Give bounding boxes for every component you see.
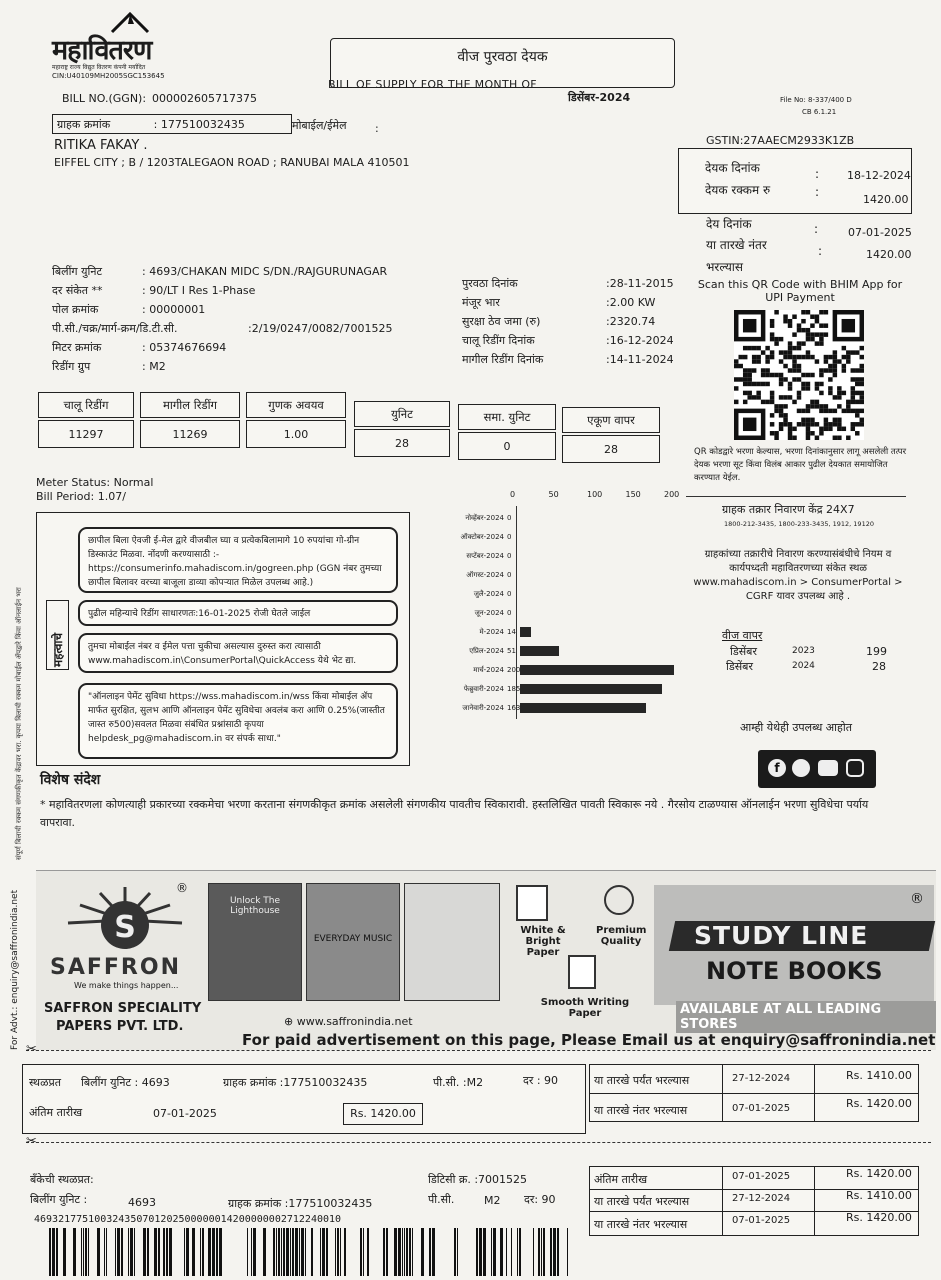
stub2-pc-value: M2 <box>484 1194 501 1207</box>
chart-category-label: एप्रिल-2024 <box>469 647 504 655</box>
reading-value: 28 <box>354 429 450 457</box>
reading-value: 1.00 <box>246 420 346 448</box>
supply-right-label: मागील रिडींग दिनांक <box>462 353 544 366</box>
qr-note: QR कोडद्वारे भरणा केल्यास, भरणा दिनांकानुसार लागू असलेली तत्पर देयक भरणा सूट किंवा विलंब आकार पुढील देयकात समायोजित करण्यात येईल. <box>694 447 907 483</box>
chart-x-tick: 200 <box>664 490 680 499</box>
bill-date-label: देयक दिनांक <box>705 161 760 175</box>
paper-icon <box>516 885 548 921</box>
studyline-text: STUDY LINE <box>694 921 869 950</box>
available-stores: AVAILABLE AT ALL LEADING STORES <box>676 1001 936 1033</box>
saffron-tagline: We make things happen... <box>74 981 179 990</box>
after-label-1: या तारखे नंतर <box>706 238 767 252</box>
reading-header: गुणक अवयव <box>246 392 346 418</box>
stub1-last-date-label: अंतिम तारीख <box>29 1106 83 1119</box>
stub1-after-label: या तारखे नंतर भरल्यास <box>594 1104 688 1117</box>
saffron-company-2: PAPERS PVT. LTD. <box>56 1019 184 1034</box>
stub2-pc: पी.सी. <box>428 1193 455 1206</box>
reading-value: 11297 <box>38 420 134 448</box>
consumer-no-label: ग्राहक क्रमांक <box>57 118 111 131</box>
chart-data-label: 163 <box>507 704 521 712</box>
quality-badge-icon <box>604 885 634 915</box>
gstin: GSTIN:27AAECM2933K1ZB <box>706 134 855 147</box>
supply-row-label: पोल क्रमांक <box>52 303 99 316</box>
chart-data-label: 0 <box>507 514 512 522</box>
supply-row-value: : M2 <box>142 360 166 373</box>
feature-white-paper: White & Bright Paper <box>520 925 566 958</box>
stub1-before-amount: Rs. 1410.00 <box>846 1069 912 1082</box>
stub2-last-date: 07-01-2025 <box>732 1171 791 1182</box>
reading-header: एकूण वापर <box>562 407 660 433</box>
colon: : <box>815 185 820 199</box>
notices-side-label: महत्वाचे <box>46 600 69 670</box>
stub1-before-date: 27-12-2024 <box>732 1073 791 1084</box>
stub1-payment-box <box>589 1064 919 1122</box>
stub2-dtc: डिटिसी क्र. :7001525 <box>428 1173 528 1186</box>
supply-right-label: चालू रिडींग दिनांक <box>462 334 535 347</box>
chart-x-tick: 100 <box>587 490 603 499</box>
supply-row-label: पी.सी./चक्र/मार्ग-क्रम/डि.टी.सी. <box>52 322 178 335</box>
company-line: महाराष्ट्र राज्य विद्युत वितरण कंपनी मर्यादित <box>52 64 146 71</box>
after-label-2: भरल्यास <box>706 260 744 274</box>
chart-x-tick: 150 <box>625 490 641 499</box>
supply-right-row <box>462 274 682 293</box>
stub1-rate: दर : 90 <box>523 1074 559 1087</box>
saffron-website <box>284 1015 413 1028</box>
stub2-payment-box <box>589 1166 919 1236</box>
left-margin-text: संपूर्ण बिलाची रक्कम संगणकीकृत केंद्रावर भरा. कृपया बिलाची रक्कम मोबाईल ॲपद्वारे किंवा ऑनलाईन भरा <box>15 587 23 860</box>
notice-online-payment: "ऑनलाइन पेमेंट सुविधा https://wss.mahadiscom.in/wss किंवा मोबाईल ॲप मार्फत सुरक्षित, सुलभ आणि ऑनलाइन पेमेंट सुविधेचा अवलंब करा आणि 0.25%(जास्तीत जास्त रु500)सवलत मिळवा संबंधित प्रश्नांसाठी कृपया helpdesk_pg@mahadiscom.in वर संपर्क साधा." <box>78 683 398 759</box>
chart-data-label: 51 <box>507 647 516 655</box>
supply-row-value: : 90/LT I Res 1-Phase <box>142 284 256 297</box>
chart-category-label: नोव्हेंबर-2024 <box>465 514 504 522</box>
supply-right-value: :14-11-2024 <box>606 353 674 366</box>
chart-data-label: 0 <box>507 533 512 541</box>
stub2-last-date-label: अंतिम तारीख <box>594 1173 648 1186</box>
bill-no: 000002605717375 <box>152 92 257 105</box>
supply-row-value: : 05374676694 <box>142 341 227 354</box>
chart-bar <box>520 684 662 694</box>
usage-year: 2023 <box>792 646 815 656</box>
stub1-pc: पी.सी. :M2 <box>433 1076 484 1089</box>
special-title: विशेष संदेश <box>40 772 101 788</box>
social-icons <box>758 750 876 788</box>
bill-period: Bill Period: 1.07/ <box>36 490 126 503</box>
consumer-no: : 177510032435 <box>153 118 245 131</box>
stub1-last-date: 07-01-2025 <box>153 1107 217 1120</box>
reading-value: 11269 <box>140 420 240 448</box>
svg-text:S: S <box>114 910 136 945</box>
file-no: File No: 8-337/400 D <box>780 96 852 104</box>
usage-title: वीज वापर <box>722 629 763 642</box>
advertisement <box>36 870 936 1050</box>
chart-category-label: ऑक्टोबर-2024 <box>460 533 504 541</box>
instagram-icon[interactable] <box>846 759 864 777</box>
special-text: * महावितरणला कोणत्याही प्रकारच्या रक्कमेचा भरणा करताना संगणकीकृत क्रमांक असलेली संगणकीय पावतीच स्विकारावी. हस्तलिखित पावती स्विकारू नये . गैरसोय टाळण्यास ऑनलाईन भरणा सुविधेचा पर्याय वापरावा. <box>40 798 869 829</box>
doc-title: वीज पुरवठा देयक <box>457 49 548 65</box>
bill-month: डिसेंबर-2024 <box>568 91 631 104</box>
paid-ad-text: For paid advertisement on this page, Please Email us at enquiry@saffronindia.net <box>242 1031 936 1049</box>
reading-header: समा. युनिट <box>458 404 556 430</box>
reg-mark: ® <box>176 881 188 895</box>
grievance-title: ग्राहक तक्रार निवारण केंद्र 24X7 <box>722 503 855 516</box>
chart-category-label: मार्च-2024 <box>473 666 504 674</box>
stub2-last-amount: Rs. 1420.00 <box>846 1167 912 1180</box>
supply-info-right <box>462 274 682 369</box>
saffron-brand: SAFFRON <box>50 955 181 980</box>
chart-data-label: 0 <box>507 609 512 617</box>
supply-row <box>52 300 452 319</box>
supply-right-row <box>462 312 682 331</box>
bill-of-supply: BILL OF SUPPLY FOR THE MONTH OF <box>328 78 537 91</box>
ad-side-text: For Advt.: enquiry@saffronindia.net <box>10 889 20 1050</box>
supply-right-label: पुरवठा दिनांक <box>462 277 518 290</box>
chart-data-label: 0 <box>507 571 512 579</box>
grievance-text: ग्राहकांच्या तक्रारीचे निवारण करण्यासंबंधीचे नियम व कार्यपध्दती महावितरणच्या संकेत स्थळ www.mahadiscom.in > ConsumerPortal > CGRF यावर उपलब्ध आहे . <box>693 549 903 602</box>
notice-gogreen: छापील बिला ऐवजी ई-मेल द्वारे वीजबील घ्या व प्रत्येकबिलामागे 10 रुपयांचा गो-ग्रीन डिस्काउंट मिळवा. नोंदणी करण्यासाठी :- https://consumerinfo.mahadiscom.in/gogreen.php (GGN नंबर तुमच्या छापील बिलावर वरच्या बाजूला डाव्या कोपऱ्यात मिळेल उपलब्ध आहे.) <box>78 527 398 593</box>
notice-mobile-update: तुमचा मोबाईल नंबर व ईमेल पत्ता चुकीचा असल्यास दुरुस्त करा त्यासाठी www.mahadiscom.in\ConsumerPortal\QuickAccess येथे भेट द्या. <box>78 633 398 673</box>
chart-category-label: सप्टेंबर-2024 <box>466 552 504 560</box>
colon: : <box>818 244 823 258</box>
cut-line-2 <box>26 1142 931 1143</box>
chart-category-label: जुलै-2024 <box>473 590 504 598</box>
website-text: www.saffronindia.net <box>296 1015 413 1028</box>
stub2-after-date: 07-01-2025 <box>732 1215 791 1226</box>
bill-amount: 1420.00 <box>863 193 909 206</box>
mobile-label: मोबाईल/ईमेल <box>292 119 347 132</box>
chart-category-label: जानेवारी-2024 <box>462 704 504 712</box>
stub2-before-amount: Rs. 1410.00 <box>846 1189 912 1202</box>
stub2-consumer-no: ग्राहक क्रमांक :177510032435 <box>228 1197 373 1210</box>
bill-amount-label: देयक रक्कम रु <box>705 183 771 197</box>
notice-next-reading: पुढील महिन्याचे रिडींग साधारणतः:16-01-2025 रोजी घेतले जाईल <box>78 600 398 626</box>
mobile-colon: : <box>375 122 379 135</box>
chart-bar <box>520 627 531 637</box>
supply-right-value: :28-11-2015 <box>606 277 674 290</box>
chart-data-label: 14 <box>507 628 516 636</box>
stub2-after-amount: Rs. 1420.00 <box>846 1211 912 1224</box>
supply-row-value: : 00000001 <box>142 303 206 316</box>
stub1-billing-unit: बिलींग युनिट : 4693 <box>81 1076 170 1089</box>
supply-right-value: :2320.74 <box>606 315 656 328</box>
supply-row-label: रिडींग ग्रुप <box>52 360 91 373</box>
stub2-before-label: या तारखे पर्यंत भरल्यास <box>594 1195 690 1208</box>
stub2-before-date: 27-12-2024 <box>732 1193 791 1204</box>
book-cover-3 <box>404 883 500 1001</box>
supply-right-row <box>462 331 682 350</box>
reading-header: मागील रिडींग <box>140 392 240 418</box>
bank-copy-label: बँकेची स्थळप्रत: <box>30 1173 94 1186</box>
stub2-rate: दर: 90 <box>524 1193 556 1206</box>
mahavitaran-logo <box>52 10 212 80</box>
chart-data-label: 0 <box>507 590 512 598</box>
studyline-banner <box>654 885 934 1005</box>
supply-right-row <box>462 350 682 369</box>
chart-bar <box>520 665 674 675</box>
twitter-icon[interactable] <box>792 759 810 777</box>
meter-status: Meter Status: Normal <box>36 476 154 489</box>
usage-month: डिसेंबर <box>730 645 757 658</box>
book-cover-1 <box>208 883 302 1001</box>
youtube-icon[interactable] <box>818 760 838 776</box>
reading-value: 28 <box>562 435 660 463</box>
supply-row <box>52 357 452 376</box>
due-date-label: देय दिनांक <box>706 217 752 231</box>
supply-row-label: बिलींग युनिट <box>52 265 103 278</box>
chart-data-label: 200 <box>507 666 521 674</box>
scissors-icon: ✂ <box>26 1134 37 1149</box>
supply-row-label: मिटर क्रमांक <box>52 341 102 354</box>
logo-text: महावितरण <box>52 35 152 66</box>
supply-row-label: दर संकेत ** <box>52 284 103 297</box>
cb-code: CB 6.1.21 <box>802 108 837 116</box>
chart-x-tick: 0 <box>510 490 516 499</box>
chart-data-label: 0 <box>507 552 512 560</box>
chart-category-label: जून-2024 <box>474 609 504 617</box>
supply-right-label: मंजूर भार <box>462 296 500 309</box>
supply-right-value: :2.00 KW <box>606 296 656 309</box>
chart-bar <box>520 703 646 713</box>
chart-category-label: ऑगस्ट-2024 <box>466 571 504 579</box>
office-copy-stub <box>22 1064 586 1134</box>
stub2-after-label: या तारखे नंतर भरल्यास <box>594 1218 688 1231</box>
chart-bar <box>520 646 559 656</box>
usage-units: 28 <box>872 660 886 673</box>
usage-month: डिसेंबर <box>726 660 753 673</box>
cut-line-1 <box>26 1050 931 1051</box>
supply-row-value: :2/19/0247/0082/7001525 <box>248 322 393 335</box>
supply-right-value: :16-12-2024 <box>606 334 674 347</box>
chart-category-label: मे-2024 <box>479 628 504 636</box>
saffron-company-1: SAFFRON SPECIALITY <box>44 1001 202 1016</box>
barcode <box>36 1228 576 1276</box>
stub1-amount: Rs. 1420.00 <box>343 1103 423 1125</box>
stub2-billing-unit: 4693 <box>128 1196 156 1209</box>
usage-year: 2024 <box>792 661 815 671</box>
qr-caption: Scan this QR Code with BHIM App for UPI Payment <box>697 278 903 304</box>
bill-date: 18-12-2024 <box>847 169 911 182</box>
notebooks-text: NOTE BOOKS <box>706 957 883 985</box>
barcode-number: 469321775100324350701202500000014200000002712240010 <box>34 1214 342 1225</box>
supply-row <box>52 338 452 357</box>
feature-premium: Premium Quality <box>596 925 647 947</box>
supply-row <box>52 262 452 281</box>
supply-info <box>52 262 452 376</box>
chart-category-label: फेब्रुवारी-2024 <box>463 685 504 693</box>
supply-row <box>52 319 452 338</box>
due-date: 07-01-2025 <box>848 226 912 239</box>
available-text: आम्ही येथेही उपलब्ध आहोत <box>740 721 852 734</box>
after-amount: 1420.00 <box>866 248 912 261</box>
globe-icon: ⊕ <box>284 1015 297 1028</box>
book-1-title: Unlock The Lighthouse <box>229 896 281 916</box>
reading-header: युनिट <box>354 401 450 427</box>
stub1-after-amount: Rs. 1420.00 <box>846 1097 912 1110</box>
book-2-title: EVERYDAY MUSIC <box>313 934 393 944</box>
stub1-before-label: या तारखे पर्यंत भरल्यास <box>594 1074 690 1087</box>
feature-smooth-writing: Smooth Writing Paper <box>540 997 630 1019</box>
customer-address: EIFFEL CITY ; B / 1203TALEGAON ROAD ; RANUBAI MALA 410501 <box>54 156 410 169</box>
customer-name: RITIKA FAKAY . <box>54 138 148 153</box>
reading-header: चालू रिडींग <box>38 392 134 418</box>
cin: CIN:U40109MH2005SGC153645 <box>52 72 165 80</box>
reg-mark-2: ® <box>910 891 924 907</box>
facebook-icon[interactable]: f <box>768 759 786 777</box>
bill-no-label: BILL NO.(GGN): <box>62 92 147 105</box>
supply-row-value: : 4693/CHAKAN MIDC S/DN./RAJGURUNAGAR <box>142 265 388 278</box>
stub2-billing-unit-label: बिलींग युनिट : <box>30 1193 88 1206</box>
stub1-after-date: 07-01-2025 <box>732 1103 791 1114</box>
supply-row <box>52 281 452 300</box>
usage-units: 199 <box>866 645 887 658</box>
bill-amount-box <box>678 148 912 214</box>
place-label: स्थळप्रत <box>29 1076 61 1089</box>
grievance-phones: 1800-212-3435, 1800-233-3435, 1912, 19120 <box>724 520 874 528</box>
reading-value: 0 <box>458 432 556 460</box>
chart-data-label: 185 <box>507 685 521 693</box>
saffron-logo-icon <box>50 885 200 955</box>
qr-code-icon[interactable] <box>734 310 864 440</box>
stub1-consumer-no: ग्राहक क्रमांक :177510032435 <box>223 1076 368 1089</box>
supply-right-label: सुरक्षा ठेव जमा (रु) <box>462 315 541 328</box>
writing-icon <box>568 955 596 989</box>
scissors-icon: ✂ <box>26 1042 37 1057</box>
supply-right-row <box>462 293 682 312</box>
consumer-no-box <box>52 114 292 134</box>
book-cover-2 <box>306 883 400 1001</box>
colon: : <box>814 222 819 236</box>
colon: : <box>815 167 820 181</box>
chart-x-tick: 50 <box>548 490 559 499</box>
